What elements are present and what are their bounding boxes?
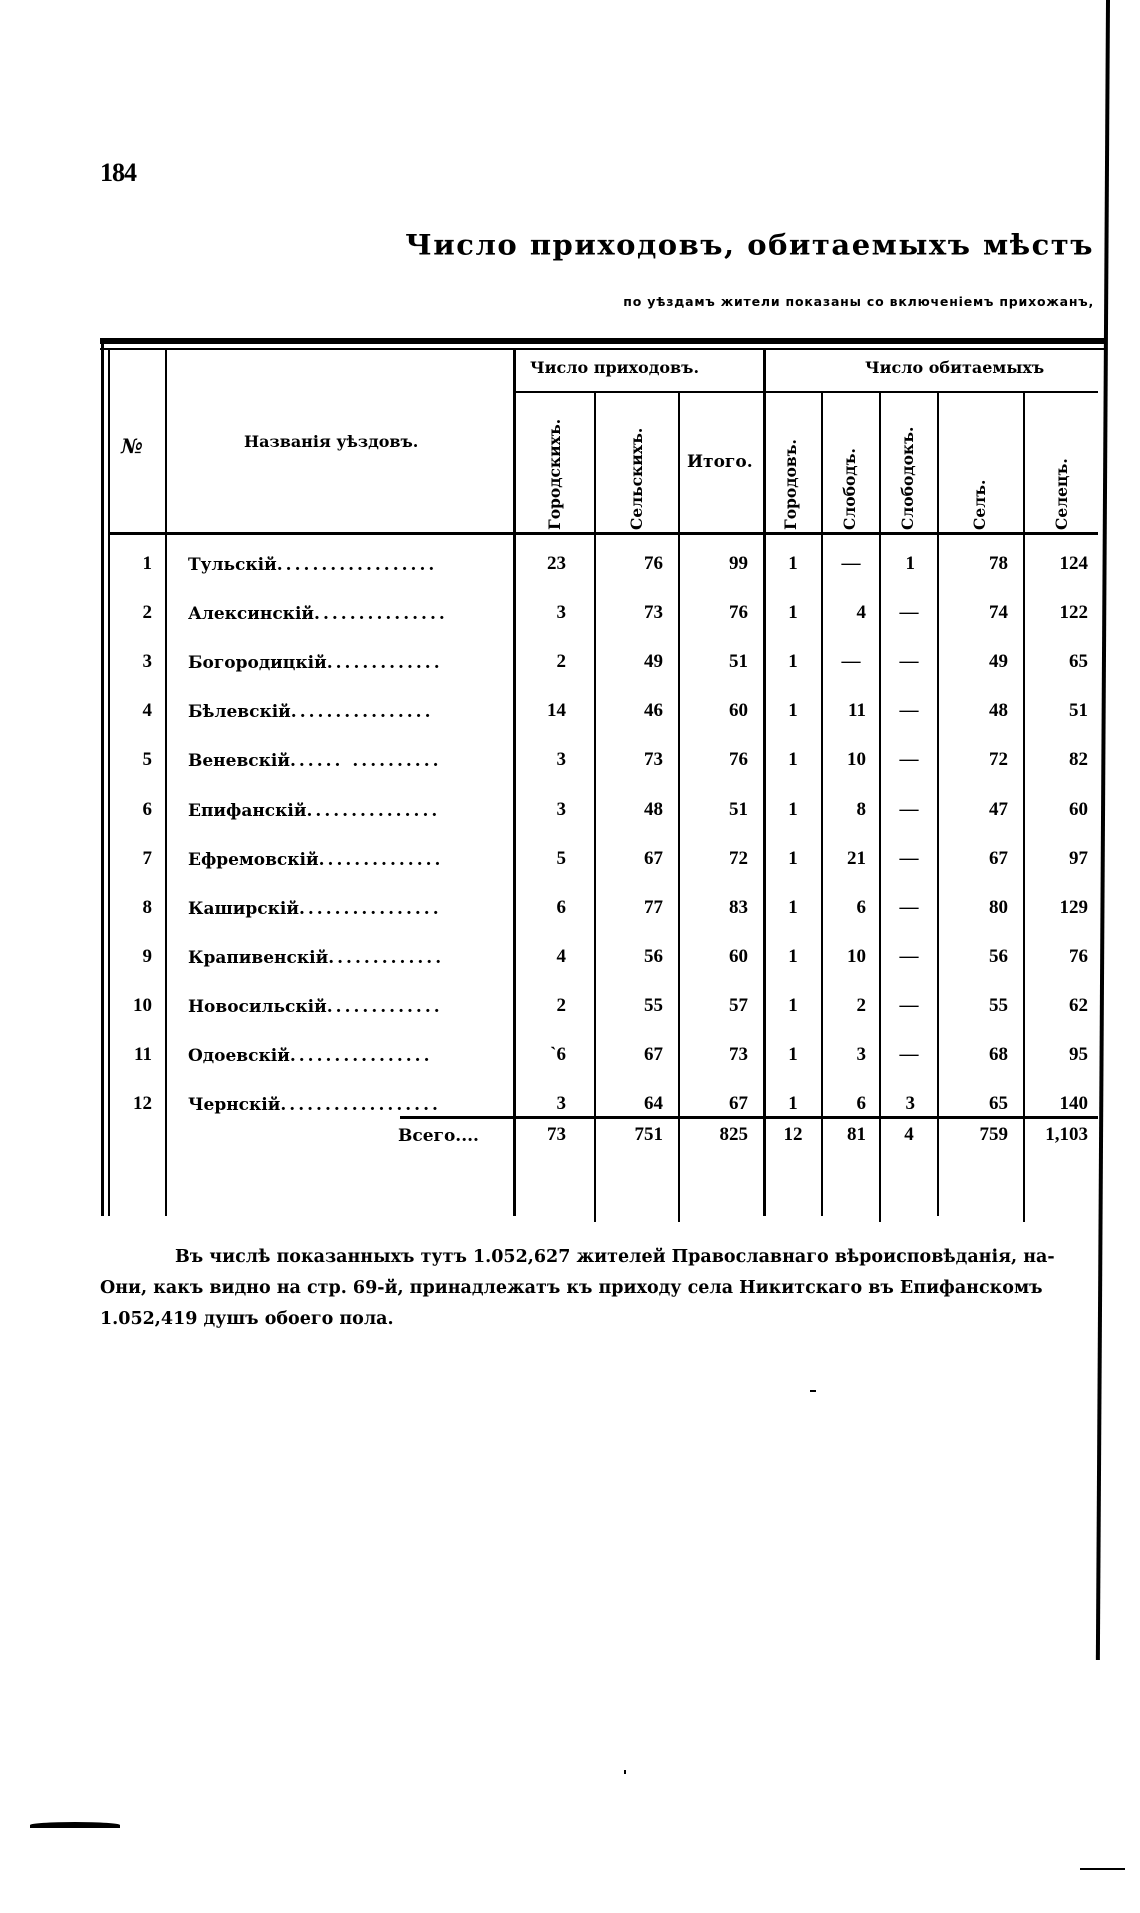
- table-cell: 124: [1059, 553, 1088, 574]
- table-cell: 1: [905, 553, 915, 574]
- table-cell: 49: [989, 651, 1008, 672]
- table-cell: 49: [644, 651, 663, 672]
- total-cell: 73: [547, 1124, 566, 1145]
- table-cell: 6: [556, 897, 566, 918]
- district-name: [188, 948, 506, 968]
- table-cell: 4: [556, 946, 566, 967]
- table-cell: —: [899, 848, 919, 869]
- table-cell: 4: [856, 602, 866, 623]
- total-cell: 81: [847, 1124, 866, 1145]
- total-label: Всего....: [398, 1126, 479, 1146]
- table-cell: 1: [788, 700, 798, 721]
- table-cell: 3: [556, 749, 566, 770]
- table-cell: 60: [729, 946, 748, 967]
- table-cell: —: [899, 1044, 919, 1065]
- table-cell: —: [841, 553, 861, 574]
- table-cell: 56: [644, 946, 663, 967]
- total-rule: [400, 1116, 1098, 1119]
- table-cell: 76: [644, 553, 663, 574]
- table-cell: 77: [644, 897, 663, 918]
- table-cell: —: [899, 651, 919, 672]
- leader-dots: ..................: [280, 1095, 441, 1115]
- total-cell: 825: [719, 1124, 748, 1145]
- district-name-text: Ефремовскiй: [188, 850, 319, 870]
- header-col-itogo: Итого.: [687, 452, 753, 472]
- table-cell: 23: [547, 553, 566, 574]
- table-cell: 57: [729, 995, 748, 1016]
- table-cell: 1: [788, 848, 798, 869]
- row-number: 4: [142, 700, 152, 721]
- leader-dots: .............: [326, 653, 443, 673]
- total-cell: 12: [783, 1124, 803, 1145]
- table-cell: 1: [788, 602, 798, 623]
- leader-dots: ...... ..........: [289, 751, 442, 771]
- leader-dots: ................: [298, 899, 442, 919]
- table-cell: 74: [989, 602, 1008, 623]
- table-cell: 1: [788, 553, 798, 574]
- page-subtitle: по уѣздамъ жители показаны со включенiемъ прихожанъ,: [623, 294, 1094, 309]
- scan-mark: [1080, 1868, 1125, 1870]
- header-group-places: Число обитаемыхъ: [865, 358, 1045, 377]
- table-cell: 122: [1059, 602, 1088, 623]
- table-cell: 10: [847, 946, 866, 967]
- table-cell: 97: [1069, 848, 1088, 869]
- district-name: [188, 801, 506, 821]
- row-number: 9: [142, 946, 152, 967]
- table-cell: 1: [788, 946, 798, 967]
- table-cell: 80: [989, 897, 1008, 918]
- district-name: [188, 850, 506, 870]
- footnote-line-2: Они, какъ видно на стр. 69-й, принадлежатъ къ приходу села Никитскаго въ Епифанскомъ: [100, 1278, 1043, 1298]
- table-cell: 56: [989, 946, 1008, 967]
- table-cell: —: [899, 946, 919, 967]
- table-cell: 73: [644, 602, 663, 623]
- table-cell: 76: [1069, 946, 1088, 967]
- table-cell: —: [899, 749, 919, 770]
- header-col-slobodok: Слободокъ.: [898, 426, 917, 530]
- footnote-line-1: Въ числѣ показанныхъ тутъ 1.052,627 жителей Православнаго вѣроисповѣданiя, на-: [175, 1247, 1055, 1267]
- table-top-rule-thin: [100, 348, 1105, 350]
- leader-dots: ..............: [318, 850, 444, 870]
- table-cell: 60: [1069, 799, 1088, 820]
- district-name-text: Веневскiй: [188, 751, 290, 771]
- total-cell: 751: [634, 1124, 663, 1145]
- table-cell: 10: [847, 749, 866, 770]
- table-cell: 51: [1069, 700, 1088, 721]
- table-cell: 21: [847, 848, 866, 869]
- table-cell: —: [841, 651, 861, 672]
- row-number: 10: [133, 995, 152, 1016]
- table-cell: 11: [848, 700, 866, 721]
- header-col-gorodov: Городовъ.: [781, 439, 800, 530]
- table-cell: 76: [729, 602, 748, 623]
- scan-blot: [30, 1822, 120, 1828]
- district-name-text: Епифанскiй: [188, 801, 307, 821]
- table-cell: 3: [556, 602, 566, 623]
- table-cell: 3: [556, 1093, 566, 1114]
- row-number: 5: [142, 749, 152, 770]
- page-edge-line: [1096, 0, 1110, 1660]
- district-name-text: Новосильскiй: [188, 997, 327, 1017]
- table-cell: 73: [644, 749, 663, 770]
- col-sep-1: [594, 392, 596, 1222]
- table-cell: 1: [788, 1093, 798, 1114]
- table-cell: 72: [989, 749, 1008, 770]
- table-cell: 64: [644, 1093, 663, 1114]
- district-name-text: Алексинскiй: [188, 604, 315, 624]
- total-cell: 4: [904, 1124, 914, 1145]
- row-number: 6: [142, 799, 152, 820]
- header-col-sel: Селъ.: [970, 479, 989, 530]
- table-cell: 73: [729, 1044, 748, 1065]
- district-name: [188, 1095, 506, 1115]
- district-name: [188, 702, 506, 722]
- table-left-border-inner: [108, 350, 110, 1216]
- district-name-text: Бѣлевскiй: [188, 702, 291, 722]
- district-name: [188, 1046, 506, 1066]
- table-cell: 55: [989, 995, 1008, 1016]
- district-name-text: Чернскiй: [188, 1095, 281, 1115]
- header-col-selskikh: Сельскихъ.: [627, 427, 646, 530]
- table-cell: 99: [729, 553, 748, 574]
- leader-dots: ..................: [276, 555, 438, 575]
- col-sep-no: [165, 350, 167, 1216]
- total-cell: 1,103: [1045, 1124, 1088, 1145]
- header-name: Названiя уѣздовъ.: [244, 432, 419, 451]
- header-group-parishes: Число приходовъ.: [530, 358, 700, 377]
- table-cell: 6: [856, 1093, 866, 1114]
- district-name: [188, 653, 506, 673]
- table-cell: 3: [556, 799, 566, 820]
- table-cell: 1: [788, 995, 798, 1016]
- district-name: [188, 899, 506, 919]
- table-cell: 60: [729, 700, 748, 721]
- table-cell: 68: [989, 1044, 1008, 1065]
- table-left-border: [101, 344, 104, 1216]
- table-cell: —: [899, 700, 919, 721]
- table-cell: 51: [729, 651, 748, 672]
- table-cell: 2: [556, 995, 566, 1016]
- leader-dots: ...............: [306, 801, 441, 821]
- table-cell: 83: [729, 897, 748, 918]
- header-col-selets: Селецъ.: [1052, 458, 1071, 530]
- leader-dots: ...............: [314, 604, 448, 624]
- table-cell: 65: [1069, 651, 1088, 672]
- table-cell: 95: [1069, 1044, 1088, 1065]
- row-number: 7: [142, 848, 152, 869]
- table-cell: —: [899, 995, 919, 1016]
- col-sep-group: [763, 350, 766, 1216]
- header-col-gorodskikh: Городскихъ.: [545, 418, 564, 530]
- table-cell: `6: [550, 1044, 566, 1065]
- row-number: 8: [142, 897, 152, 918]
- table-cell: 5: [556, 848, 566, 869]
- footnote-line-3: 1.052,419 душъ обоего пола.: [100, 1309, 394, 1329]
- table-cell: 14: [547, 700, 566, 721]
- table-cell: 140: [1059, 1093, 1088, 1114]
- leader-dots: .............: [326, 997, 443, 1017]
- table-cell: 1: [788, 897, 798, 918]
- table-cell: 67: [644, 1044, 663, 1065]
- table-cell: —: [899, 897, 919, 918]
- table-cell: 48: [644, 799, 663, 820]
- table-cell: 67: [729, 1093, 748, 1114]
- table-cell: 67: [989, 848, 1008, 869]
- district-name-text: Богородицкiй: [188, 653, 327, 673]
- header-bottom-rule: [108, 532, 1098, 535]
- col-sep-2: [678, 392, 680, 1222]
- row-number: 12: [133, 1093, 152, 1114]
- leader-dots: .............: [328, 948, 445, 968]
- table-cell: 78: [989, 553, 1008, 574]
- page-title: Число приходовъ, обитаемыхъ мѣстъ: [405, 228, 1094, 262]
- leader-dots: ................: [289, 1046, 433, 1066]
- table-cell: 2: [856, 995, 866, 1016]
- district-name: [188, 997, 506, 1017]
- district-name-text: Крапивенскiй: [188, 948, 329, 968]
- district-name: [188, 604, 506, 624]
- table-cell: 48: [989, 700, 1008, 721]
- table-cell: 62: [1069, 995, 1088, 1016]
- district-name: [188, 555, 506, 575]
- table-cell: —: [899, 602, 919, 623]
- table-cell: 76: [729, 749, 748, 770]
- table-cell: 47: [989, 799, 1008, 820]
- table-cell: 129: [1059, 897, 1088, 918]
- col-sep-7: [1023, 392, 1025, 1222]
- table-cell: 1: [788, 1044, 798, 1065]
- district-name-text: Тульскiй: [188, 555, 277, 575]
- table-cell: 1: [788, 749, 798, 770]
- header-no: №: [121, 434, 143, 458]
- table-cell: 82: [1069, 749, 1088, 770]
- table-cell: 3: [856, 1044, 866, 1065]
- table-cell: 1: [788, 799, 798, 820]
- district-name-text: Каширскiй: [188, 899, 299, 919]
- scan-speck: [624, 1770, 626, 1774]
- table-cell: 72: [729, 848, 748, 869]
- district-name: [188, 751, 506, 771]
- row-number: 1: [142, 553, 152, 574]
- row-number: 11: [134, 1044, 152, 1065]
- row-number: 2: [142, 602, 152, 623]
- header-col-slobod: Слободъ.: [840, 448, 859, 530]
- col-sep-name: [513, 350, 516, 1216]
- table-cell: 55: [644, 995, 663, 1016]
- table-cell: 2: [556, 651, 566, 672]
- table-cell: 65: [989, 1093, 1008, 1114]
- table-cell: 8: [856, 799, 866, 820]
- table-top-rule: [100, 338, 1105, 344]
- row-number: 3: [142, 651, 152, 672]
- table-cell: 51: [729, 799, 748, 820]
- table-cell: 46: [644, 700, 663, 721]
- table-cell: 3: [905, 1093, 915, 1114]
- district-name-text: Одоевскiй: [188, 1046, 290, 1066]
- table-cell: 1: [788, 651, 798, 672]
- table-cell: 67: [644, 848, 663, 869]
- group-header-rule: [513, 391, 1098, 393]
- leader-dots: ................: [290, 702, 434, 722]
- total-cell: 759: [979, 1124, 1008, 1145]
- table-cell: 6: [856, 897, 866, 918]
- page-number: 184: [100, 158, 136, 187]
- table-cell: —: [899, 799, 919, 820]
- scan-speck: [810, 1390, 816, 1392]
